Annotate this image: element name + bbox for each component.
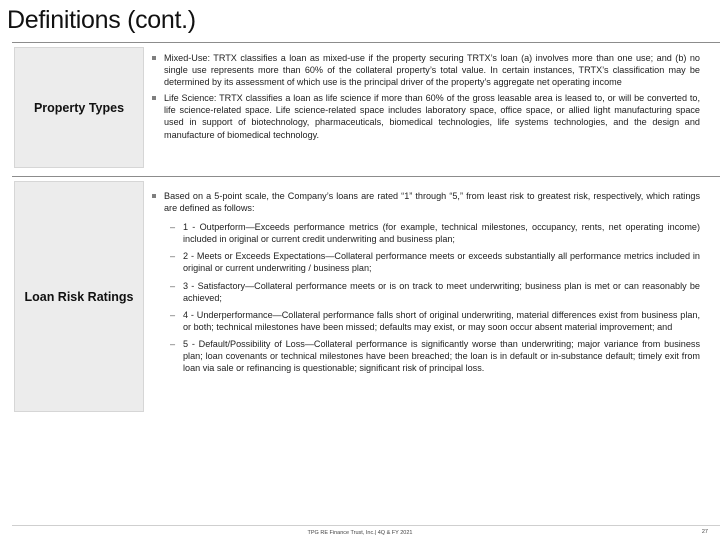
property-types-label: [14, 47, 144, 168]
page-title: Definitions (cont.): [7, 6, 196, 34]
rating-4: – 4 - Underperformance—Collateral performance falls short of original underwriting, material differences exist from business plan, or both; technical milestones have been missed; defaults may exist, or may soon occur absent material improvement; and: [150, 309, 700, 333]
rating-1: – 1 - Outperform—Exceeds performance metrics (for example, technical milestones, occupancy, rents, net operating income) included in original or current credit underwriting and business plan;: [150, 221, 700, 245]
bullet-mixed-use: Mixed-Use: TRTX classifies a loan as mixed-use if the property securing TRTX’s loan (a) involves more than one use; and (b) no single use represents more than 60% of the collateral property’s total value. In certain instances, TRTX’s classification may be determined by its assessment of which use is the principal driver of the property’s aggregate net operating income: [150, 52, 700, 88]
property-types-label-text: Property Types: [33, 100, 125, 115]
bullet-life-science: Life Science: TRTX classifies a loan as life science if more than 60% of the gross leasable area is leased to, or will be converted to, life science-related space. Life science-related space includes laboratory space, office space, or allied light manufacturing space used in support of biotechnology, pharmaceuticals, biomedical technologies, life systems technologies, and the design and manufacture of biomedical technology.: [150, 92, 700, 140]
rating-2: – 2 - Meets or Exceeds Expectations—Collateral performance meets or exceeds substantially all performance metrics included in original or current underwriting / business plan;: [150, 250, 700, 274]
rating-5: – 5 - Default/Possibility of Loss—Collateral performance is significantly worse than underwriting; major variance from business plan; loan covenants or technical milestones have been breached; the loan is in default or in-substance default; timely exit from loan via sale or refinancing is questionable; significant risk of principal loss.: [150, 338, 700, 374]
page-number: 27: [701, 529, 708, 535]
loan-risk-ratings-content: [150, 190, 700, 379]
loan-risk-ratings-label: [14, 181, 144, 412]
bullet-rating-intro: Based on a 5-point scale, the Company’s loans are rated “1” through “5,” from least risk to greatest risk, respectively, which ratings are defined as follows:: [150, 190, 700, 214]
loan-risk-ratings-label-text: Loan Risk Ratings: [24, 289, 134, 304]
title-divider: [12, 42, 720, 43]
footer-divider: [12, 525, 720, 526]
rating-3: – 3 - Satisfactory—Collateral performance meets or is on track to meet underwriting; business plan is met or can reasonably be achieved;: [150, 280, 700, 304]
property-types-content: [150, 52, 700, 145]
section-divider: [12, 176, 720, 177]
footer-text: TPG RE Finance Trust, Inc.| 4Q & FY 2021: [307, 530, 413, 536]
